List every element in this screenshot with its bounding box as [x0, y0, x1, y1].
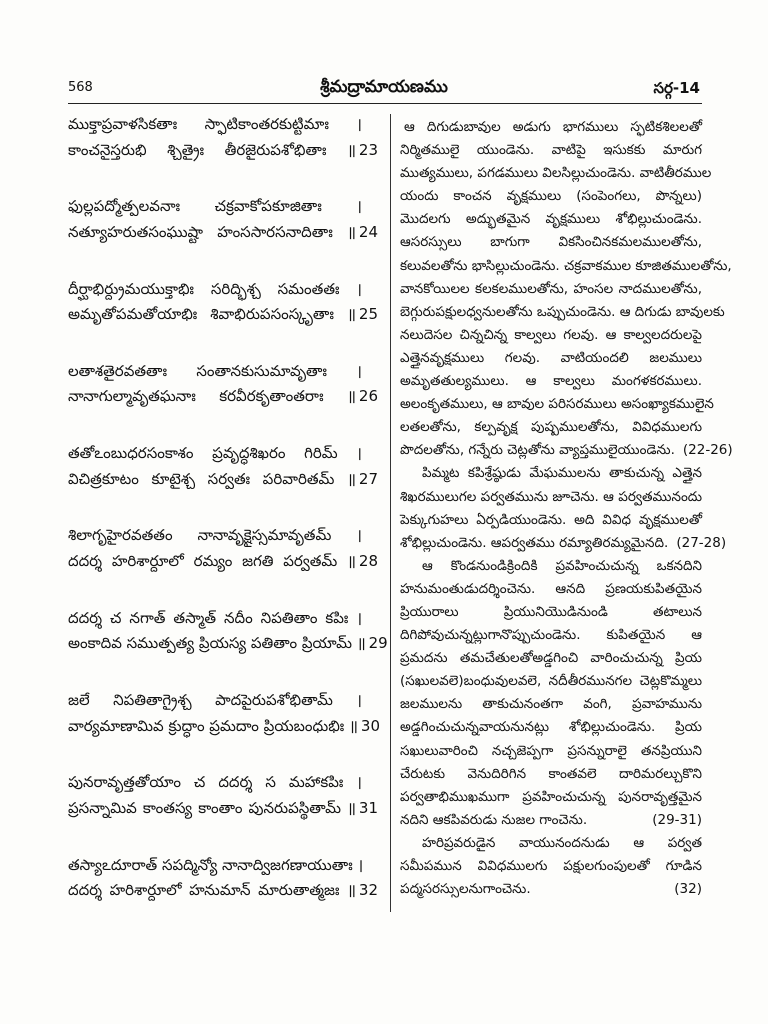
translation-line: సఖులువారించి నచ్చజెప్పగా ప్రసన్నురాలై తనప్రియుని	[400, 742, 702, 759]
verse-line	[68, 220, 378, 246]
verse	[68, 359, 378, 441]
translation-line: నలుదెసల చిన్నచిన్న కాల్వలు గలవు. ఆ కాల్వలదరులపై	[400, 326, 702, 343]
chapter-label: సర్గ-14	[653, 79, 700, 97]
verse-line-text: దదర్శ హరిశార్దూలో రమ్యం జగతి పర్వతమ్ ॥	[68, 551, 356, 570]
verse-reference: (29-31)	[652, 811, 702, 828]
translation-line-text: శోభిల్లుచుండెను. ఆపర్వతము రమ్యాతిరమ్యమైనది.	[400, 534, 669, 551]
verse-number: 26	[358, 387, 378, 406]
translation-line: హరిప్రవరుడైన వాయునందనుడు ఆ పర్వత	[422, 834, 702, 851]
translation-line	[400, 878, 702, 901]
column-divider	[390, 114, 391, 912]
translation-line: అడ్డగించుచున్నవాయనునట్లు శోభిల్లుచుండెను. ప్రియ	[400, 719, 702, 736]
verse	[68, 441, 378, 523]
verse-line	[68, 302, 378, 328]
verse-line-text: ప్రసన్నామివ కాంతస్య కాంతాం పునరుపస్థితామ్ ॥	[68, 798, 356, 817]
verse	[68, 853, 378, 935]
translation-line	[400, 809, 702, 832]
verse-number: 32	[358, 881, 378, 900]
verse-line	[68, 714, 381, 740]
translation-line: ప్రియురాలు ప్రియునియొడినుండి తటాలున	[400, 603, 702, 620]
translation-line-text: పద్మసరస్సులనుగాంచెను.	[400, 881, 531, 898]
translation-line	[400, 439, 733, 462]
translation-line: అమృతతుల్యములు. ఆ కాల్వలు మంగళకరములు.	[400, 373, 702, 390]
verse-line	[68, 467, 378, 493]
translation-line: దిగిపోవుచున్నట్లుగానొప్పుచుండెను. కుపితయైన ఆ	[400, 627, 702, 644]
verse-line: పునరావృత్తతోయాం చ దదర్శ స మహాకపిః ।	[68, 773, 362, 792]
translation-line: (సఖులవలె)బంధువులవలె, నదీతీరమునగల చెట్లకొమ్మలు	[400, 673, 702, 690]
verse-line: తతోఽంబుధరసంకాశం ప్రవృద్ధశిఖరం గిరిమ్ ।	[68, 444, 362, 463]
verse	[68, 770, 378, 852]
verse-number: 23	[358, 140, 378, 159]
translation-line: ప్రమదను తమచేతులతోఅడ్డగించి వారించుచున్న ప్రియ	[400, 650, 702, 667]
verse-line	[68, 878, 378, 904]
translation-line: కలువలతోను భాసిల్లుచుండెను. చక్రవాకముల కూజితములతోను,	[400, 257, 732, 274]
verse	[68, 277, 378, 359]
verse-line-text: దదర్శ హరిశార్దూలో హనుమాన్ మారుతాత్మజః ॥	[68, 881, 356, 900]
translation-line: లతలతోను, కల్పవృక్ష పుష్పములతోను, వివిధములగు	[400, 419, 702, 436]
translation-line	[400, 532, 727, 555]
verse-line: ముక్తాప్రవాళసికతాః స్ఫాటికాంతరకుట్టిమాః ।	[68, 115, 362, 133]
verse-line-text: వార్యమాణామివ క్రుద్ధాం ప్రమదాం ప్రియబంధుభిః ॥	[68, 716, 359, 735]
translation-line: ఆ దిగుడుబావుల అడుగు భాగములు స్ఫటికశిలలతో	[404, 119, 702, 135]
verse-number: 24	[358, 222, 378, 241]
translation-line: శిఖరములుగల పర్వతమును జూచెను. ఆ పర్వతమునందు	[400, 488, 702, 505]
page-number: 568	[68, 80, 93, 95]
translation-line: పెక్కుగుహలు ఏర్పడియుండెను. అది వివిధ వృక్షములతో	[400, 511, 702, 528]
verse-line	[68, 138, 378, 164]
verse-line-text: విచిత్రకూటం కూటైశ్చ సర్వతః పరివారితమ్ ॥	[68, 469, 356, 488]
verse-number: 29	[368, 634, 388, 653]
translation-line: ఎత్తైనవృక్షములు గలవు. వాటియందలి జలములు	[400, 349, 702, 366]
verse-line: జలే నిపతితాగ్రైశ్చ పాదపైరుపశోభితామ్ ।	[68, 691, 362, 710]
verse	[68, 523, 378, 605]
verse	[68, 112, 378, 194]
verse-line-text: నత్యూహరుతసంఘుష్టా హంససారసనాదితాః ॥	[68, 222, 356, 241]
verse-line-text: అమృతోపమతోయాభిః శివాభిరుపసంస్కృతాః ॥	[68, 305, 356, 324]
verse-line-text: అంకాదివ సముత్పత్య ప్రియస్య పతితాం ప్రియామ్ ॥	[68, 634, 366, 653]
verse-reference: (27-28)	[676, 534, 727, 551]
verse-reference: (22-26)	[682, 442, 733, 459]
translation-line: ముత్యములు, పగడములు విలసిల్లుచుండెను. వాటితీరముల	[400, 165, 712, 182]
book-title: శ్రీమద్రామాయణము	[320, 77, 448, 97]
translation-line: పిమ్మట కపిశ్రేష్ఠుడు మేఘములను తాకుచున్న ఎత్తైన	[422, 465, 702, 482]
verse	[68, 194, 378, 276]
translation-line: హనుమంతుడుదర్శించెను. ఆనది ప్రణయకుపితయైన	[400, 580, 702, 597]
translation-line: సమీపమున వివిధములగు పక్షులగుంపులతో గూడిన	[400, 858, 702, 874]
translation-column	[400, 116, 733, 901]
translation-line: యందు కాంచన వృక్షములు (సంపెంగలు, పొన్నలు)	[400, 188, 702, 205]
verse-line: దదర్శ చ నగాత్ తస్మాత్ నదీం నిపతితాం కపిః ।	[68, 608, 362, 627]
translation-line-text: నదిని ఆకపివరుడు నుజల గాంచెను.	[400, 811, 588, 828]
translation-line: ఆ కొండనుండిక్రిందికి ప్రవహించుచున్న ఒకనదిని	[422, 557, 702, 574]
verse-line: తస్యాఽదూరాత్ సపద్మిన్యో నానాద్విజగణాయుతాః ।	[68, 855, 364, 874]
verse-line	[68, 631, 388, 657]
verse-number: 30	[360, 716, 381, 735]
verse-number: 28	[358, 551, 378, 570]
verse-number: 27	[358, 469, 378, 488]
translation-line-text: పొదలతోను, గన్నేరు చెట్లతోను వ్యాప్తములైయుండెను.	[400, 442, 675, 459]
verse-line-text: నానాగుల్మావృతఘనాః కరవీరకృతాంతరాః ॥	[68, 387, 356, 406]
verse	[68, 606, 388, 688]
translation-line: మొదలగు అద్భుతమైన వృక్షములు శోభిల్లుచుండెను.	[400, 211, 702, 228]
translation-line: పర్వతాభిముఖముగా ప్రవహించుచున్న పునరావృత్తమైన	[400, 788, 702, 805]
verse	[68, 688, 381, 770]
verse-reference: (32)	[674, 881, 702, 898]
verse-line: శిలాగృహైరవతతం నానావృక్షైస్సమావృతమ్ ।	[68, 526, 362, 545]
verse-number: 25	[358, 305, 378, 324]
translation-line: వానకోయిలల కలకలములతోను, హంసల నాదములతోను,	[400, 280, 702, 297]
header-rule	[68, 103, 702, 104]
translation-line: నిర్మితములై యుండెను. వాటిపై ఇసుకకు మారుగ	[400, 142, 702, 159]
translation-line: అలంకృతములు, ఆ బావుల పరిసరములు అసంఖ్యాకములైన	[400, 396, 714, 413]
translation-line: ఆసరస్సులు బాగుగా వికసించినకమలములతోను,	[400, 234, 702, 251]
translation-line: జలములను తాకుచునంతగా వంగి, ప్రవాహమును	[400, 696, 702, 713]
verse-line: ఫుల్లపద్మోత్పలవనాః చక్రవాకోపకూజితాః ।	[68, 197, 362, 216]
verse-line-text: కాంచనైస్తరుభి శ్చిత్రైః తీరజైరుపశోభితాః ॥	[68, 140, 356, 159]
verse-line	[68, 796, 378, 822]
verse-line	[68, 549, 378, 575]
verse-line: దీర్ఘాభిర్ద్రుమయుక్తాభిః సరిద్భిశ్చ సమంతతః ।	[68, 279, 362, 298]
verse-column	[68, 112, 388, 935]
verse-number: 31	[358, 798, 378, 817]
translation-line: బెగ్గురుపక్షులధ్వనులతోను ఒప్పుచుండెను. ఆ దిగుడు బావులకు	[400, 303, 725, 320]
translation-line: చేరుటకు వెనుదిరిగిన కాంతవలె దారిమరల్చుకొని	[400, 765, 702, 782]
verse-line: లతాశతైరవతతాః సంతానకుసుమావృతాః ।	[68, 361, 362, 380]
verse-line	[68, 384, 378, 410]
